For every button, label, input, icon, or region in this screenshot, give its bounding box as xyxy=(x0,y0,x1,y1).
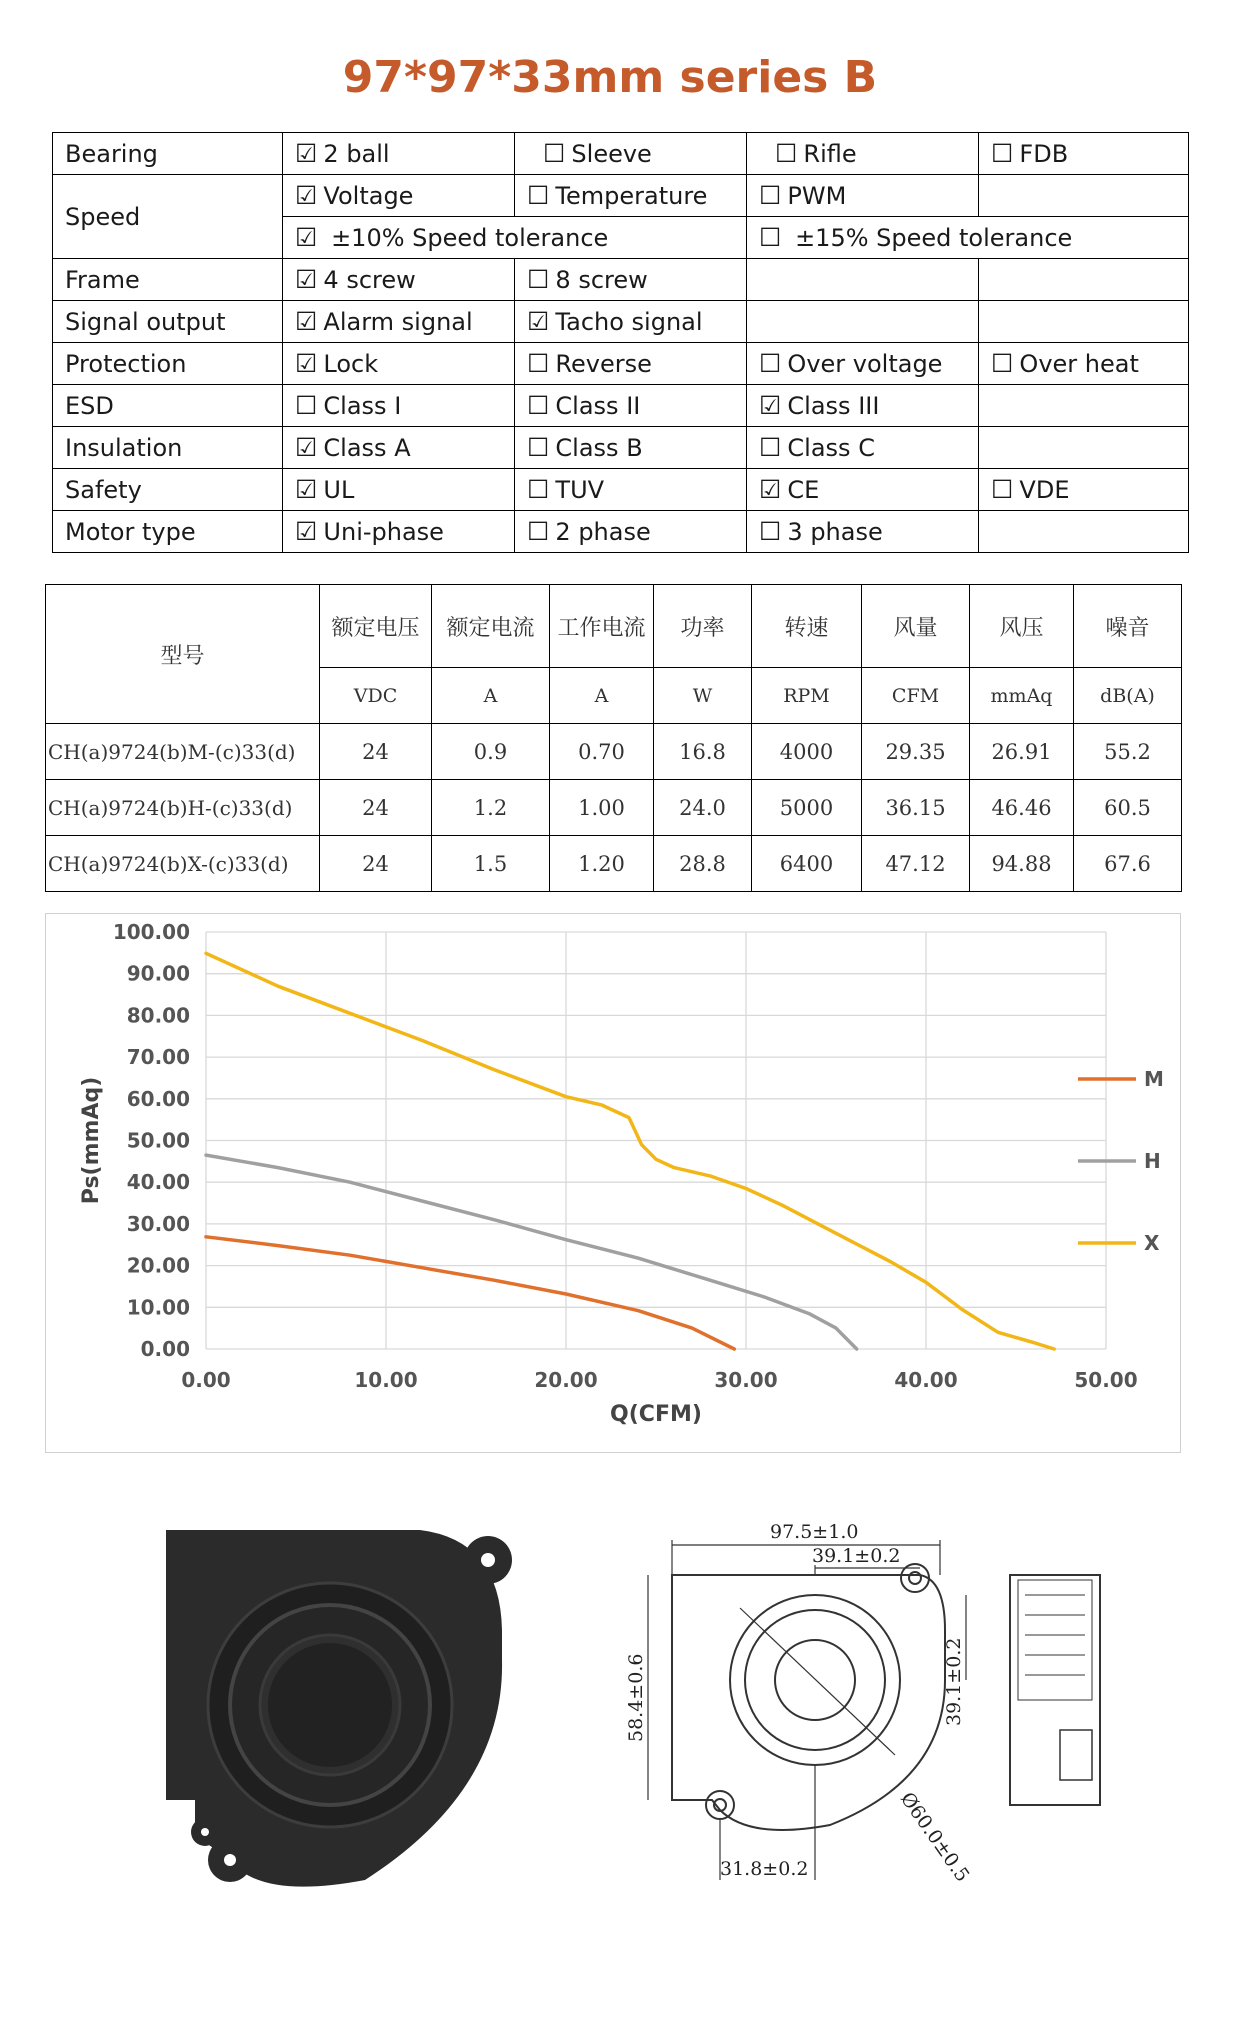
table-cell: 24 xyxy=(320,724,432,780)
checkbox-icon: ☐ xyxy=(991,475,1014,504)
perf-header: 转速 xyxy=(752,585,862,668)
spec-row-motor-type xyxy=(53,511,1189,553)
fan-photo xyxy=(166,1530,512,1887)
spec-option: ☑ Voltage xyxy=(283,175,515,217)
spec-label: Signal output xyxy=(53,301,283,343)
perf-unit: dB(A) xyxy=(1074,668,1182,724)
x-tick-label: 0.00 xyxy=(181,1368,231,1392)
table-cell: 5000 xyxy=(752,780,862,836)
checkbox-icon: ☑ xyxy=(295,517,318,546)
dimension-label: 31.8±0.2 xyxy=(720,1858,809,1880)
checkbox-icon: ☑ xyxy=(295,349,318,378)
spec-option: ☐ Temperature xyxy=(515,175,747,217)
dimension-label: 97.5±1.0 xyxy=(770,1521,859,1543)
y-tick-label: 60.00 xyxy=(126,1086,190,1111)
spec-row-esd xyxy=(53,385,1189,427)
spec-row-frame xyxy=(53,259,1189,301)
checkbox-icon: ☑ xyxy=(527,307,550,336)
checkbox-icon: ☐ xyxy=(759,349,782,378)
checkbox-icon: ☐ xyxy=(991,139,1014,168)
dimension-drawing-side xyxy=(1010,1575,1100,1805)
table-cell: 16.8 xyxy=(654,724,752,780)
spec-option: ☑ Class A xyxy=(283,427,515,469)
model-header: 型号 xyxy=(46,585,320,724)
checkbox-icon: ☑ xyxy=(295,223,318,252)
perf-header-row xyxy=(46,585,1182,668)
spec-option: ☐ PWM xyxy=(747,175,979,217)
x-tick-label: 10.00 xyxy=(354,1368,418,1392)
table-cell: 47.12 xyxy=(862,836,970,892)
checkbox-icon: ☑ xyxy=(295,433,318,462)
table-cell: 4000 xyxy=(752,724,862,780)
checkbox-icon: ☐ xyxy=(759,517,782,546)
spec-option: ☐ FDB xyxy=(979,133,1189,175)
spec-table xyxy=(52,132,1189,553)
spec-option: ☑ Lock xyxy=(283,343,515,385)
spec-row-speed xyxy=(53,175,1189,217)
spec-option: ☑ Class III xyxy=(747,385,979,427)
spec-option: ☑ 4 screw xyxy=(283,259,515,301)
spec-option: ☐ Class C xyxy=(747,427,979,469)
checkbox-icon: ☑ xyxy=(759,475,782,504)
spec-option: ☐ Rifle xyxy=(747,133,979,175)
checkbox-icon: ☐ xyxy=(759,181,782,210)
perf-unit: mmAq xyxy=(970,668,1074,724)
spec-option: ☐ Class B xyxy=(515,427,747,469)
dimension-label: 58.4±0.6 xyxy=(625,1653,647,1742)
x-axis-title: Q(CFM) xyxy=(610,1402,702,1427)
spec-option: ☐ 8 screw xyxy=(515,259,747,301)
legend-label-x: X xyxy=(1144,1231,1160,1255)
dimension-label: Ø60.0±0.5 xyxy=(895,1788,974,1887)
checkbox-icon: ☐ xyxy=(527,265,550,294)
perf-header: 功率 xyxy=(654,585,752,668)
y-tick-label: 90.00 xyxy=(126,961,190,986)
perf-header: 额定电压 xyxy=(320,585,432,668)
spec-label: Protection xyxy=(53,343,283,385)
model-cell: CH(a)9724(b)M-(c)33(d) xyxy=(46,724,320,780)
y-tick-label: 80.00 xyxy=(126,1003,190,1028)
spec-option: ☐ Reverse xyxy=(515,343,747,385)
perf-unit: RPM xyxy=(752,668,862,724)
x-tick-label: 20.00 xyxy=(534,1368,598,1392)
table-cell: 29.35 xyxy=(862,724,970,780)
spec-row-safety xyxy=(53,469,1189,511)
table-cell: 94.88 xyxy=(970,836,1074,892)
pq-chart-svg xyxy=(46,914,1182,1454)
perf-unit: W xyxy=(654,668,752,724)
spec-label: Bearing xyxy=(53,133,283,175)
table-cell: 0.70 xyxy=(550,724,654,780)
table-cell: 28.8 xyxy=(654,836,752,892)
spec-option: ☐ Over heat xyxy=(979,343,1189,385)
x-tick-label: 40.00 xyxy=(894,1368,958,1392)
fan-drawings-svg xyxy=(0,1480,1240,1900)
y-tick-label: 100.00 xyxy=(112,920,190,944)
spec-option: ☐ Class II xyxy=(515,385,747,427)
perf-header: 风压 xyxy=(970,585,1074,668)
table-cell: 6400 xyxy=(752,836,862,892)
checkbox-icon: ☑ xyxy=(295,139,318,168)
spec-row-bearing xyxy=(53,133,1189,175)
table-cell: 24 xyxy=(320,836,432,892)
perf-header: 工作电流 xyxy=(550,585,654,668)
spec-label: Speed xyxy=(53,175,283,259)
y-tick-label: 50.00 xyxy=(126,1128,190,1153)
table-cell: 1.5 xyxy=(432,836,550,892)
checkbox-icon: ☐ xyxy=(527,517,550,546)
checkbox-icon: ☐ xyxy=(527,349,550,378)
checkbox-icon: ☑ xyxy=(295,265,318,294)
page-title: 97*97*33mm series B xyxy=(342,52,878,103)
checkbox-icon: ☐ xyxy=(543,139,566,168)
table-cell: 67.6 xyxy=(1074,836,1182,892)
perf-unit: A xyxy=(550,668,654,724)
spec-option: ☐ 2 phase xyxy=(515,511,747,553)
series-line-h xyxy=(206,1155,857,1349)
table-cell: 1.00 xyxy=(550,780,654,836)
x-tick-label: 50.00 xyxy=(1074,1368,1138,1392)
table-cell: 55.2 xyxy=(1074,724,1182,780)
perf-header: 额定电流 xyxy=(432,585,550,668)
dimension-label: 39.1±0.2 xyxy=(812,1545,901,1567)
table-row xyxy=(46,724,1182,780)
spec-option xyxy=(979,175,1189,217)
checkbox-icon: ☐ xyxy=(759,433,782,462)
spec-label: Motor type xyxy=(53,511,283,553)
pq-chart xyxy=(45,913,1181,1453)
perf-header: 风量 xyxy=(862,585,970,668)
spec-option: ☑ ±10% Speed tolerance xyxy=(283,217,747,259)
y-tick-label: 10.00 xyxy=(126,1295,190,1320)
legend-label-m: M xyxy=(1144,1067,1164,1091)
perf-unit: A xyxy=(432,668,550,724)
legend-label-h: H xyxy=(1144,1149,1161,1173)
checkbox-icon: ☑ xyxy=(295,181,318,210)
spec-label: Frame xyxy=(53,259,283,301)
spec-option: ☐ Class I xyxy=(283,385,515,427)
checkbox-icon: ☑ xyxy=(759,391,782,420)
table-cell: 60.5 xyxy=(1074,780,1182,836)
x-tick-label: 30.00 xyxy=(714,1368,778,1392)
spec-row-signal-output xyxy=(53,301,1189,343)
spec-option: ☐ ±15% Speed tolerance xyxy=(747,217,1189,259)
spec-option: ☑ Uni-phase xyxy=(283,511,515,553)
checkbox-icon: ☑ xyxy=(295,475,318,504)
spec-option: ☐ Sleeve xyxy=(515,133,747,175)
spec-option: ☑ Tacho signal xyxy=(515,301,747,343)
table-row xyxy=(46,780,1182,836)
table-cell: 24 xyxy=(320,780,432,836)
spec-label: ESD xyxy=(53,385,283,427)
table-cell: 1.2 xyxy=(432,780,550,836)
y-tick-label: 0.00 xyxy=(140,1337,190,1361)
perf-header: 噪音 xyxy=(1074,585,1182,668)
checkbox-icon: ☐ xyxy=(527,391,550,420)
spec-option: ☐ 3 phase xyxy=(747,511,979,553)
dimension-label: 39.1±0.2 xyxy=(943,1637,965,1726)
table-cell: 1.20 xyxy=(550,836,654,892)
checkbox-icon: ☐ xyxy=(527,433,550,462)
checkbox-icon: ☑ xyxy=(295,307,318,336)
y-tick-label: 40.00 xyxy=(126,1170,190,1195)
table-cell: 24.0 xyxy=(654,780,752,836)
spec-option: ☐ VDE xyxy=(979,469,1189,511)
spec-option: ☐ Over voltage xyxy=(747,343,979,385)
table-row xyxy=(46,836,1182,892)
table-cell: 26.91 xyxy=(970,724,1074,780)
checkbox-icon: ☐ xyxy=(527,475,550,504)
y-tick-label: 20.00 xyxy=(126,1253,190,1278)
spec-option: ☑ 2 ball xyxy=(283,133,515,175)
spec-option: ☑ UL xyxy=(283,469,515,511)
table-cell: 36.15 xyxy=(862,780,970,836)
checkbox-icon: ☐ xyxy=(295,391,318,420)
spec-label: Insulation xyxy=(53,427,283,469)
checkbox-icon: ☐ xyxy=(775,139,798,168)
checkbox-icon: ☐ xyxy=(759,223,782,252)
perf-unit: VDC xyxy=(320,668,432,724)
table-cell: 46.46 xyxy=(970,780,1074,836)
series-line-m xyxy=(206,1237,734,1349)
perf-unit: CFM xyxy=(862,668,970,724)
checkbox-icon: ☐ xyxy=(527,181,550,210)
spec-option: ☐ TUV xyxy=(515,469,747,511)
spec-option: ☑ CE xyxy=(747,469,979,511)
table-cell: 0.9 xyxy=(432,724,550,780)
spec-option: ☑ Alarm signal xyxy=(283,301,515,343)
fan-drawings xyxy=(0,1480,1240,1900)
y-axis-title: Ps(mmAq) xyxy=(79,1076,104,1205)
series-line-x xyxy=(206,953,1054,1349)
spec-row-protection xyxy=(53,343,1189,385)
spec-label: Safety xyxy=(53,469,283,511)
model-cell: CH(a)9724(b)H-(c)33(d) xyxy=(46,780,320,836)
performance-table xyxy=(45,584,1182,892)
spec-row-insulation xyxy=(53,427,1189,469)
y-tick-label: 30.00 xyxy=(126,1211,190,1236)
model-cell: CH(a)9724(b)X-(c)33(d) xyxy=(46,836,320,892)
y-tick-label: 70.00 xyxy=(126,1045,190,1070)
checkbox-icon: ☐ xyxy=(991,349,1014,378)
